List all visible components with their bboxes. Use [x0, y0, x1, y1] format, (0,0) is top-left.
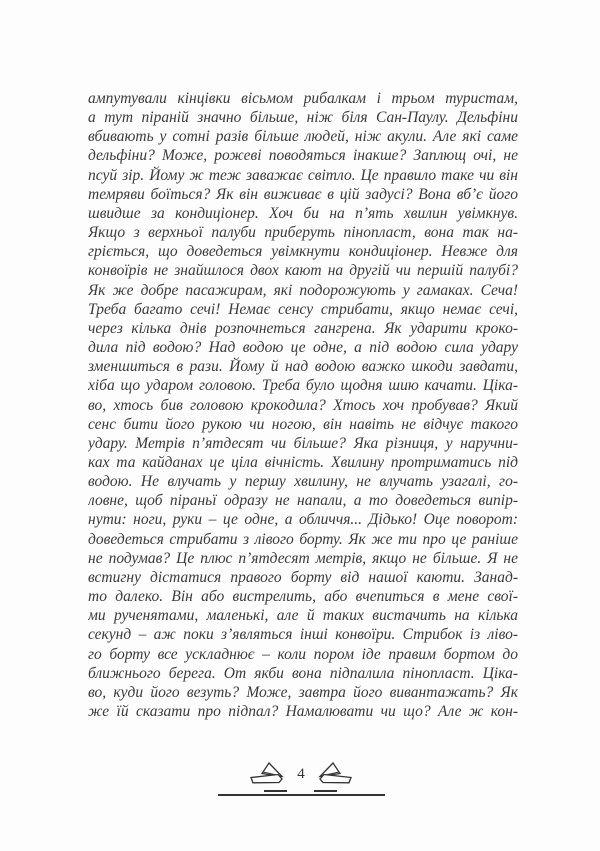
- text-line: а тут піраній значно більше, ніж біля Сан-Паулу. Дельфіни: [88, 109, 518, 127]
- text-line: вбивають у сотні разів більше людей, ніж акули. Але які саме: [88, 128, 518, 146]
- text-line: псуй зір. Йому ж теж заважає світло. Це правило таке чи він: [88, 166, 518, 184]
- text-line: го борту все ускладнює – коли пором іде правим бортом до: [88, 645, 518, 663]
- text-line: встигну дістатися правого борту від нашої каюти. Занад-: [88, 568, 518, 586]
- text-line: ловне, щоб піраньї одразу не напали, а то доведеться випір-: [88, 492, 518, 510]
- footer-rule: [218, 794, 385, 796]
- text-line: доведеться стрибати з лівого борту. Як же ти про це раніше: [88, 530, 518, 548]
- text-line: Як же добре пасажирам, які подорожують у гамаках. Сеча!: [88, 281, 518, 299]
- text-line: дила під водою? Над водою це одне, а під водою сила удару: [88, 339, 518, 357]
- body-text: [88, 89, 518, 721]
- text-line: сенс бити його рукою чи ногою, він навіть не відчує такого: [88, 415, 518, 433]
- footer-rule-segment-left: [264, 790, 287, 792]
- text-line: секунд – аж поки з’являться інші конвоїри. Стрибок із ліво-: [88, 626, 518, 644]
- text-line: во, куди його везуть? Може, завтра його вивантажать? Як: [88, 683, 518, 701]
- text-line: темряви боїться? Як він виживає в цій задусі? Вона вб’є його: [88, 185, 518, 203]
- text-line: Треба багато сечі! Немає сенсу стрибати, якщо немає сечі,: [88, 300, 518, 318]
- paper-boat-icon: [250, 762, 284, 786]
- footer-rule-segment-right: [314, 790, 337, 792]
- text-line: гріється, що доведеться увімкнути кондиціонер. Невже для: [88, 243, 518, 261]
- text-line: ми рученятами, маленькі, але й таких вистачить на кілька: [88, 607, 518, 625]
- text-line: ках та кайданах це ціла вічність. Хвилину протриматись під: [88, 453, 518, 471]
- paper-boat-icon: [318, 762, 352, 786]
- text-line: водою. Не влучать у першу хвилину, не влучать узагалі, го-: [88, 473, 518, 491]
- text-line: не подумав? Це плюс п’ятдесят метрів, якщо не більше. Я не: [88, 549, 518, 567]
- page-number: 4: [297, 766, 305, 782]
- text-line: через кілька днів розпочнеться гангрена. Як ударити кроко-: [88, 319, 518, 337]
- text-line: ампутували кінцівки вісьмом рибалкам і трьом туристам,: [88, 90, 518, 107]
- text-line: дельфіни? Може, рожеві поводяться інакше? Заплющ очі, не: [88, 147, 518, 165]
- text-line: швидше за кондиціонер. Хоч би на п’ять хвилин увімкнув.: [88, 204, 518, 222]
- text-line: ближнього берега. От якби вона підпалила пінопласт. Ціка-: [88, 664, 518, 682]
- text-line: конвоїрів не знайшлося двох кают на другій чи першій палубі?: [88, 262, 518, 280]
- text-line: удару. Метрів п’ятдесят чи більше? Яка різниця, у наручни-: [88, 434, 518, 452]
- text-line: во, хтось бив головою крокодила? Хтось хоч пробував? Який: [88, 396, 518, 414]
- text-line: зменшиться в рази. Йому й над водою важко шкоди завдати,: [88, 358, 518, 376]
- text-line: хіба що ударом головою. Треба було щодня шию качати. Ціка-: [88, 377, 518, 395]
- text-line: же їй сказати про підпал? Намалювати чи що? Але ж кон-: [88, 703, 518, 720]
- text-line: Якщо з верхньої палуби приберуть пінопласт, вона так на-: [88, 224, 518, 242]
- text-line: то далеко. Він або вистрелить, або вчепиться в мене свої-: [88, 588, 518, 606]
- text-line: нути: ноги, руки – це одне, а обличчя... Дідько! Оце поворот:: [88, 511, 518, 529]
